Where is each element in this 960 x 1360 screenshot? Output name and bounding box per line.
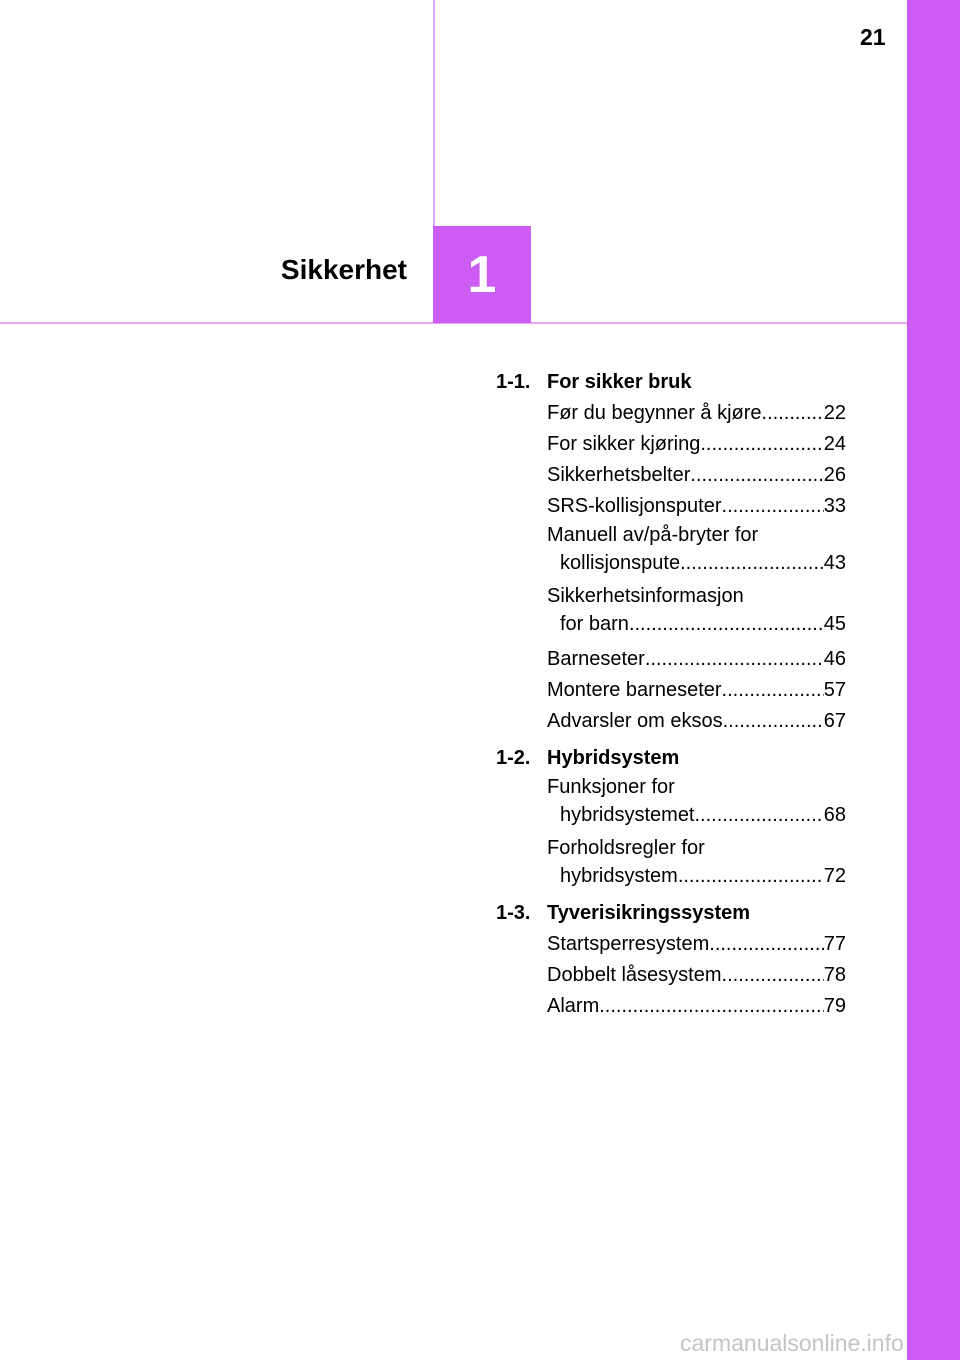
- toc-entry-label: Funksjoner for: [547, 775, 675, 798]
- dot-leader: [723, 710, 824, 733]
- toc-entry[interactable]: [547, 991, 846, 1022]
- toc-entry-page: 57: [823, 679, 846, 701]
- toc-entry-line: [547, 491, 846, 522]
- toc-entry[interactable]: [547, 675, 846, 706]
- toc-entry-page: 79: [823, 995, 846, 1017]
- toc-entry-label: Startsperresystem: [547, 933, 710, 955]
- dot-leader: [709, 933, 823, 956]
- toc-entry-line: [547, 522, 846, 548]
- toc-entry[interactable]: [547, 491, 846, 522]
- dot-leader: [722, 679, 824, 702]
- toc-entry[interactable]: [547, 429, 846, 460]
- toc-entry-line: [547, 429, 846, 460]
- toc-entry-label: Dobbelt låsesystem: [547, 964, 722, 986]
- section-title: Tyverisikringssystem: [547, 902, 751, 924]
- chapter-tab-bar: [907, 0, 960, 1360]
- toc-entry-page: 72: [823, 865, 846, 887]
- section-title: For sikker bruk: [547, 371, 692, 393]
- toc-entry-line: [547, 460, 846, 491]
- toc-entry-line: [547, 644, 846, 675]
- toc-entry-label: Montere barneseter: [547, 679, 722, 701]
- toc-entry-line: [547, 548, 846, 579]
- toc-entry[interactable]: [547, 644, 846, 675]
- chapter-title: Sikkerhet: [280, 254, 407, 285]
- dot-leader: [700, 433, 823, 456]
- toc-entry-label: Forholdsregler for: [547, 836, 705, 859]
- dot-leader: [599, 995, 824, 1018]
- toc-entry-page: 24: [823, 433, 846, 455]
- chapter-number-box: [433, 226, 531, 323]
- toc-entry[interactable]: [547, 835, 846, 892]
- toc-entry-page: 22: [823, 402, 846, 424]
- toc-entry-page: 45: [823, 613, 846, 635]
- section-title: Hybridsystem: [547, 747, 680, 769]
- toc-entry[interactable]: [547, 706, 846, 737]
- toc-entry-label: SRS-kollisjonsputer: [547, 495, 722, 517]
- toc-section: [496, 898, 846, 1022]
- toc-entry-label: For sikker kjøring: [547, 433, 701, 455]
- dot-leader: [695, 804, 824, 827]
- toc-entry-label: hybridsystemet: [560, 804, 695, 826]
- toc-section-heading[interactable]: [496, 898, 846, 929]
- toc-entry-page: 33: [823, 495, 846, 517]
- toc-section: [496, 743, 846, 892]
- toc-entry-line: [547, 960, 846, 991]
- chapter-number: 1: [467, 245, 497, 304]
- toc-entry[interactable]: [547, 960, 846, 991]
- toc-entry-page: 43: [823, 552, 846, 574]
- dot-leader: [645, 648, 824, 671]
- section-number: 1-1.: [496, 371, 531, 393]
- dot-leader: [722, 964, 824, 987]
- toc-entry-label: Advarsler om eksos: [547, 710, 723, 732]
- dot-leader: [762, 402, 824, 425]
- toc-entry-label: kollisjonspute: [560, 552, 681, 574]
- dot-leader: [680, 552, 824, 575]
- toc-entry-label: Sikkerhetsinformasjon: [547, 584, 744, 607]
- toc-entry-line: [547, 774, 846, 800]
- toc-entry-line: [547, 991, 846, 1022]
- toc-entry-label: Sikkerhetsbelter: [547, 464, 691, 486]
- dot-leader: [678, 865, 824, 888]
- dot-leader: [690, 464, 823, 487]
- toc-entry-page: 68: [823, 804, 846, 826]
- toc-entry-line: [547, 398, 846, 429]
- toc-entry-page: 26: [823, 464, 846, 486]
- toc-entry-line: [547, 861, 846, 892]
- toc-entry-line: [547, 929, 846, 960]
- section-number: 1-3.: [496, 902, 531, 924]
- toc-entry[interactable]: [547, 398, 846, 429]
- dot-leader: [722, 495, 824, 518]
- toc-entry-label: Barneseter: [547, 648, 645, 670]
- toc-entry-page: 77: [823, 933, 846, 955]
- toc-entry-line: [547, 706, 846, 737]
- section-number: 1-2.: [496, 747, 531, 769]
- toc-entry-line: [547, 835, 846, 861]
- page-number: 21: [860, 24, 886, 50]
- toc-entry[interactable]: [547, 583, 846, 640]
- toc-section: [496, 367, 846, 737]
- watermark: carmanualsonline.info: [680, 1330, 904, 1356]
- toc-entry-line: [547, 675, 846, 706]
- toc-entry-label: for barn: [560, 613, 629, 635]
- toc-section-heading[interactable]: [496, 743, 846, 774]
- toc-entry-label: Manuell av/på-bryter for: [547, 523, 759, 546]
- toc-entry-page: 78: [823, 964, 846, 986]
- toc-entry[interactable]: [547, 929, 846, 960]
- toc-entry-page: 46: [823, 648, 846, 670]
- toc-entry[interactable]: [547, 522, 846, 579]
- toc-entry-label: Alarm: [547, 995, 600, 1017]
- toc-section-heading[interactable]: [496, 367, 846, 398]
- vertical-rule: [433, 0, 435, 226]
- toc-entry-label: hybridsystem: [560, 865, 678, 887]
- toc-entry[interactable]: [547, 460, 846, 491]
- toc-entry-line: [547, 609, 846, 640]
- toc-entry-page: 67: [823, 710, 846, 732]
- toc-entry-line: [547, 583, 846, 609]
- toc-entry[interactable]: [547, 774, 846, 831]
- dot-leader: [629, 613, 824, 636]
- toc-entry-label: Før du begynner å kjøre: [547, 402, 762, 424]
- table-of-contents: [496, 367, 846, 1028]
- toc-entry-line: [547, 800, 846, 831]
